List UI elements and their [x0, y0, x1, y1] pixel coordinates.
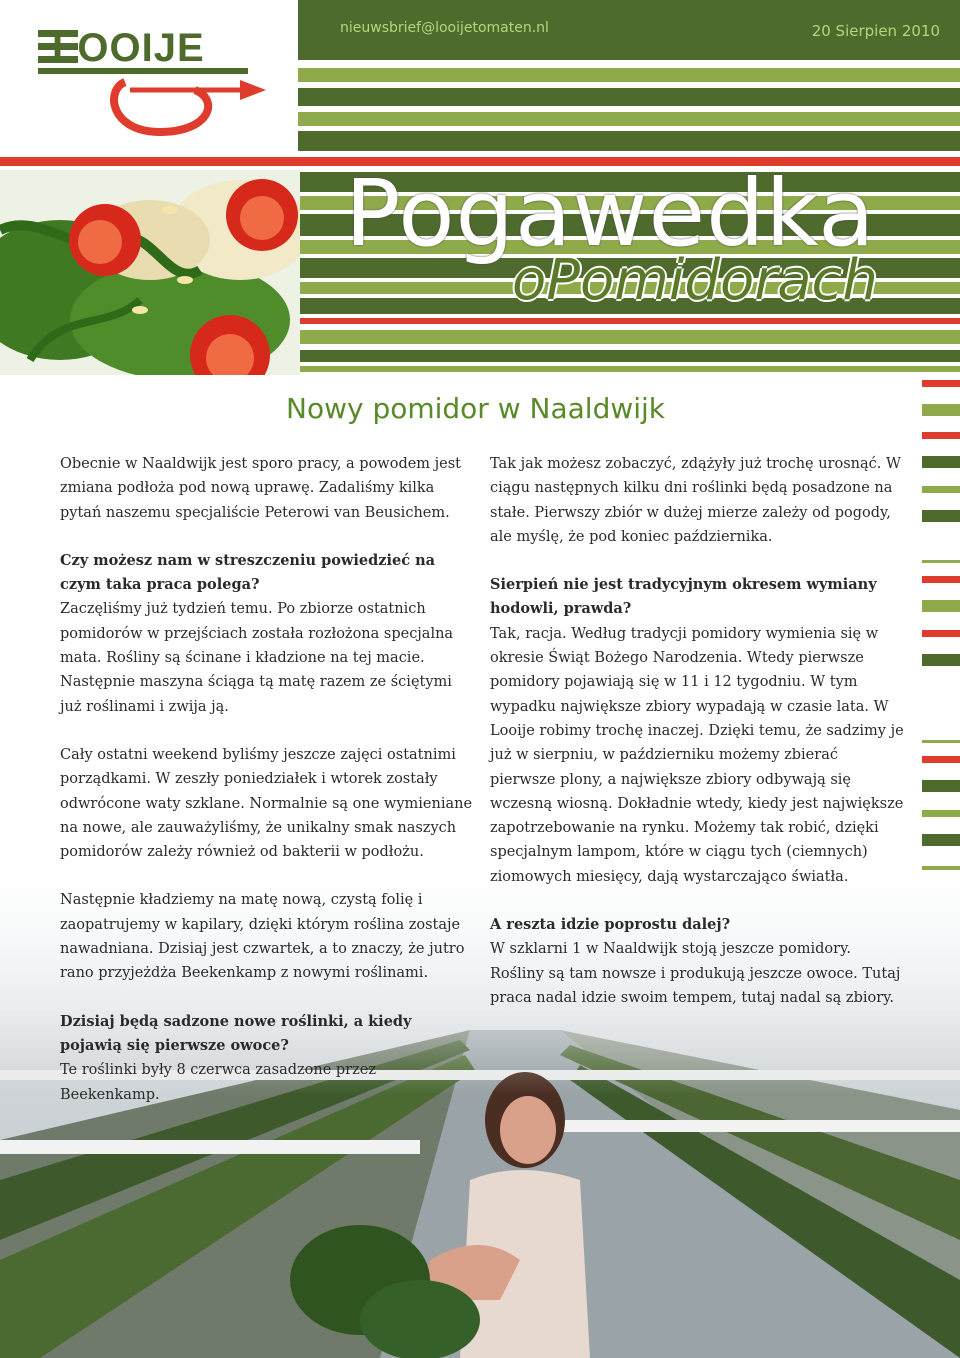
edge-stripe — [922, 380, 960, 387]
edge-stripe — [922, 866, 960, 870]
answer: Tak, racja. Według tradycji pomidory wymienia się w okresie Świąt Bożego Narodzenia. Wtedy pierwsze pomidory pojawiają się w 11 i 12 tygodniu. W tym wypadku największe zbiory wypadają w czasie lata. W Looije robimy trochę inaczej. Dzięki temu, że sadzimy je już w sierpniu, w październiku możemy zbierać pierwsze plony, a największe zbiory odbywają się wczesną wiosną. Dokładnie wtedy, kiedy jest największe zapotrzebowanie na rynku. Możemy tak robić, dzięki specjalnym lampom, które w ciągu tych (ciemnych) ziomowych miesięcy, dają wystarczająco światła. — [490, 625, 904, 885]
question: Sierpień nie jest tradycyjnym okresem wymiany hodowli, prawda? — [490, 576, 877, 618]
edge-stripe — [922, 456, 960, 468]
edge-stripe — [922, 576, 960, 583]
newsletter-subtitle: oPomidorach — [512, 248, 878, 313]
answer: Te roślinki były 8 czerwca zasadzone przez Beekenkamp. — [60, 1062, 376, 1103]
newsletter-title: Pogawedka — [345, 160, 876, 267]
edge-stripe — [922, 630, 960, 637]
article-headline: Nowy pomidor w Naaldwijk — [286, 392, 666, 425]
edge-stripe — [922, 510, 960, 522]
newsletter-email[interactable]: nieuwsbrief@looijetomaten.nl — [340, 20, 549, 36]
edge-stripe — [922, 740, 960, 743]
edge-stripe — [922, 560, 960, 563]
edge-stripe — [922, 756, 960, 763]
logo-text: LOOIJE — [52, 26, 205, 70]
answer: Zaczęliśmy już tydzień temu. Po zbiorze ostatnich pomidorów w przejściach została rozłożona specjalna mata. Rośliny są ścinane i kładzione na tej macie. Następnie maszyna ściąga tą matę razem ze ściętymi już roślinami i zwija ją. — [60, 601, 454, 715]
edge-stripe — [922, 432, 960, 439]
question: Dzisiaj będą sadzone nowe roślinki, a kiedy pojawią się pierwsze owoce? — [60, 1012, 412, 1054]
intro-paragraph: Obecnie w Naaldwijk jest sporo pracy, a powodem jest zmiana podłoża pod nową uprawę. Zadaliśmy kilka pytań naszemu specjaliście Peterowi van Beusichem. — [60, 456, 462, 521]
salad-photo — [0, 170, 300, 375]
qa-block — [60, 1010, 475, 1107]
edge-stripe — [922, 780, 960, 792]
paragraph: Cały ostatni weekend byliśmy jeszcze zajęci ostatnimi porządkami. W zeszły poniedziałek i wtorek zostały odwrócone waty szklane. Normalnie są one wymieniane na nowe, ale zauważyliśmy, że unikalny smak naszych pomidorów zależy również od bakterii w podłożu. — [60, 746, 473, 861]
paragraph: Tak jak możesz zobaczyć, zdążyły już trochę urosnąć. W ciągu następnych kilku dni roślinki będą posadzone na stałe. Pierwszy zbiór w dużej mierze zależy od pogody, ale myślę, że pod koniec października. — [490, 456, 901, 545]
salad-illustration — [0, 170, 300, 375]
answer: W szklarni 1 w Naaldwijk stoją jeszcze pomidory. Rośliny są tam nowsze i produkują jeszcze owoce. Tutaj praca nadal idzie swoim tempem, tutaj nadal są zbiory. — [490, 941, 901, 1006]
issue-date: 20 Sierpien 2010 — [811, 22, 940, 40]
question: Czy możesz nam w streszczeniu powiedzieć na czym taka praca polega? — [60, 551, 436, 594]
edge-stripe — [922, 404, 960, 416]
qa-block — [60, 549, 475, 719]
qa-block — [490, 913, 905, 1010]
edge-stripe — [922, 810, 960, 817]
question: A reszta idzie poprostu dalej? — [490, 916, 731, 934]
article-left-column — [60, 452, 475, 1131]
edge-stripe — [922, 486, 960, 493]
edge-stripe — [922, 834, 960, 846]
edge-stripe — [922, 654, 960, 666]
paragraph: Następnie kładziemy na matę nową, czystą folię i zaopatrujemy w kapilary, dzięki którym roślina zostaje nawadniana. Dzisiaj jest czwartek, a to znaczy, że jutro rano przyjeżdża Beekenkamp z nowymi roślinami. — [60, 892, 465, 982]
qa-block — [490, 573, 905, 889]
article-right-column — [490, 452, 905, 1034]
edge-stripe — [922, 600, 960, 612]
